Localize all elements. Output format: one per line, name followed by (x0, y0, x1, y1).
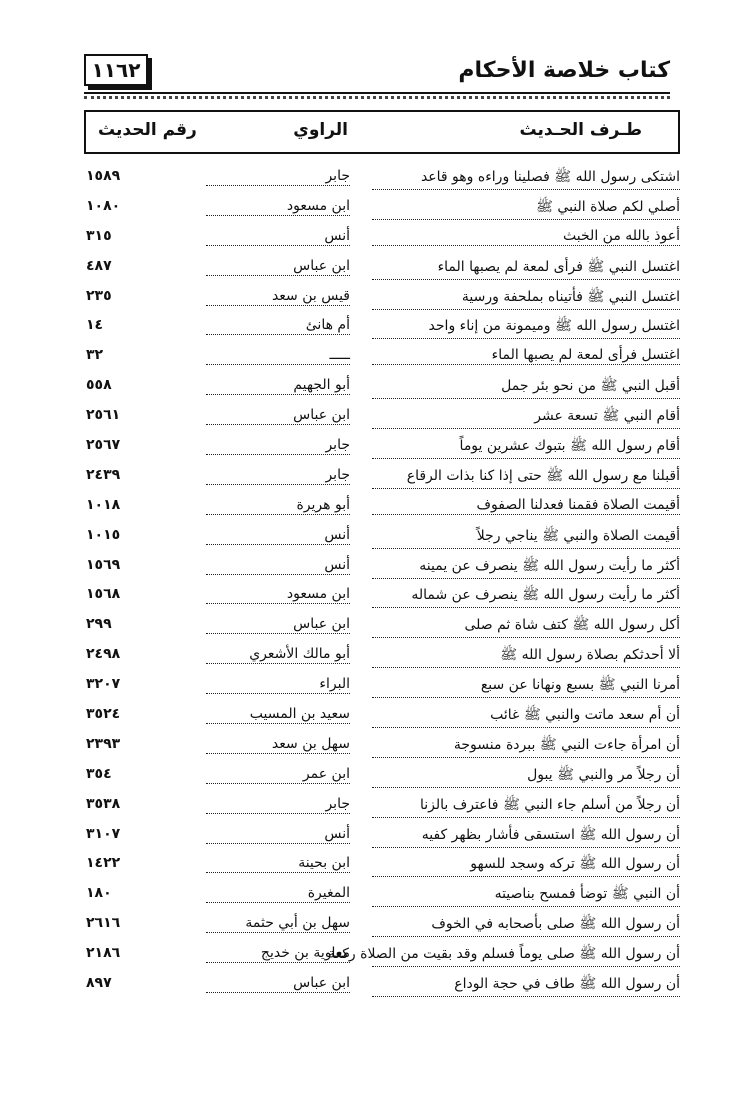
table-row (84, 911, 680, 941)
table-row (84, 553, 680, 583)
hadith-number: ٢١٨٦ (86, 945, 121, 962)
table-row (84, 343, 680, 373)
hadith-text: أن رسول الله ﷺ استسقى فأشار بظهر كفيه (372, 826, 680, 848)
hadith-number: ٢٥٦٧ (86, 437, 121, 454)
narrator-name: أنس (206, 826, 350, 844)
hadith-number: ١٤٢٢ (86, 855, 121, 872)
page-number: ١١٦٢ (84, 54, 148, 86)
table-row (84, 493, 680, 523)
column-header (84, 110, 680, 154)
hadith-number: ٢٤٣٩ (86, 466, 121, 483)
table-row (84, 672, 680, 702)
hadith-number: ٣٥٣٨ (86, 795, 121, 812)
hadith-text: أن رجلاً من أسلم جاء النبي ﷺ فاعترف بالزنا (372, 796, 680, 818)
hadith-text: اغتسل رسول الله ﷺ وميمونة من إناء واحد (372, 317, 680, 339)
hadith-number: ٣٥٤ (86, 765, 112, 782)
narrator-name: أبو الجهيم (206, 377, 350, 395)
table-row (84, 851, 680, 881)
column-narrator-header: الراوي (293, 120, 348, 140)
narrator-name: ابن عباس (206, 616, 350, 634)
hadith-number: ٣٢٠٧ (86, 676, 121, 693)
hadith-text: أقبل النبي ﷺ من نحو بئر جمل (372, 377, 680, 399)
running-header (84, 52, 670, 92)
table-row (84, 224, 680, 254)
hadith-text: أن أم سعد ماتت والنبي ﷺ غائب (372, 706, 680, 728)
narrator-name: أبو هريرة (206, 497, 350, 515)
hadith-text: أمرنا النبي ﷺ بسبع ونهانا عن سبع (372, 676, 680, 698)
hadith-number: ١٤ (86, 317, 104, 334)
table-row (84, 732, 680, 762)
hadith-number: ٥٥٨ (86, 377, 112, 394)
hadith-text: اغتسل النبي ﷺ فأتيناه بملحفة ورسية (372, 288, 680, 310)
table-row (84, 254, 680, 284)
narrator-name: ابن عباس (206, 975, 350, 993)
hadith-text: أقام النبي ﷺ تسعة عشر (372, 407, 680, 429)
narrator-name: أبو مالك الأشعري (206, 646, 350, 664)
table-row (84, 373, 680, 403)
hadith-number: ١٥٦٨ (86, 586, 121, 603)
table-row (84, 941, 680, 971)
column-hadith-header: طـرف الحـديث (519, 120, 642, 140)
narrator-name: جابر (206, 168, 350, 186)
table-row (84, 194, 680, 224)
hadith-number: ٢٤٩٨ (86, 646, 121, 663)
narrator-name: ـــــ (206, 347, 350, 365)
narrator-name: ابن عمر (206, 766, 350, 784)
table-row (84, 612, 680, 642)
narrator-name: البراء (206, 676, 350, 694)
narrator-name: أنس (206, 228, 350, 246)
hadith-text: ألا أحدثكم بصلاة رسول الله ﷺ (372, 646, 680, 668)
narrator-name: سهل بن سعد (206, 736, 350, 754)
hadith-text: اغتسل النبي ﷺ فرأى لمعة لم يصبها الماء (372, 258, 680, 280)
narrator-name: المغيرة (206, 885, 350, 903)
hadith-number: ١٠١٥ (86, 526, 121, 543)
table-row (84, 164, 680, 194)
hadith-text: أن رسول الله ﷺ صلى بأصحابه في الخوف (372, 915, 680, 937)
table-row (84, 881, 680, 911)
hadith-number: ٣٥٢٤ (86, 706, 121, 723)
narrator-name: قيس بن سعد (206, 288, 350, 306)
narrator-name: معاوية بن خديج (206, 945, 350, 963)
hadith-text: أكثر ما رأيت رسول الله ﷺ ينصرف عن شماله (372, 586, 680, 608)
hadith-text: أكثر ما رأيت رسول الله ﷺ ينصرف عن يمينه (372, 557, 680, 579)
book-title: كتاب خلاصة الأحكام (458, 58, 670, 83)
hadith-text: أن النبي ﷺ توضأ فمسح بناصيته (372, 885, 680, 907)
header-rule (84, 92, 670, 94)
hadith-text: أن امرأة جاءت النبي ﷺ ببردة منسوجة (372, 736, 680, 758)
hadith-text: أقبلنا مع رسول الله ﷺ حتى إذا كنا بذات الرقاع (372, 467, 680, 489)
hadith-text: أن رسول الله ﷺ صلى يوماً فسلم وقد بقيت من الصلاة ركعة (372, 945, 680, 967)
narrator-name: ابن عباس (206, 258, 350, 276)
narrator-name: أنس (206, 557, 350, 575)
hadith-text: أقيمت الصلاة والنبي ﷺ يناجي رجلاً (372, 527, 680, 549)
hadith-number: ٢٩٩ (86, 616, 112, 633)
hadith-number: ٣٢ (86, 347, 104, 364)
hadith-text: أقيمت الصلاة فقمنا فعدلنا الصفوف (372, 497, 680, 515)
hadith-number: ١٠١٨ (86, 496, 121, 513)
table-row (84, 433, 680, 463)
table-row (84, 313, 680, 343)
hadith-number: ٣١٥ (86, 227, 112, 244)
narrator-name: سهل بن أبي حثمة (206, 915, 350, 933)
table-row (84, 822, 680, 852)
table-row (84, 702, 680, 732)
table-row (84, 523, 680, 553)
hadith-text: أن رسول الله ﷺ تركه وسجد للسهو (372, 855, 680, 877)
table-row (84, 762, 680, 792)
hadith-number: ١٠٨٠ (86, 197, 121, 214)
narrator-name: ابن مسعود (206, 586, 350, 604)
hadith-text: أكل رسول الله ﷺ كتف شاة ثم صلى (372, 616, 680, 638)
table-row (84, 463, 680, 493)
hadith-number: ٢٣٥ (86, 287, 112, 304)
hadith-text: أن رجلاً مر والنبي ﷺ يبول (372, 766, 680, 788)
hadith-number: ٢٣٩٣ (86, 735, 121, 752)
hadith-number: ٨٩٧ (86, 975, 112, 992)
hadith-text: اغتسل فرأى لمعة لم يصبها الماء (372, 347, 680, 365)
narrator-name: جابر (206, 467, 350, 485)
header-dotted-rule (84, 96, 670, 99)
hadith-number: ٢٥٦١ (86, 407, 121, 424)
hadith-number: ٢٦١٦ (86, 915, 121, 932)
hadith-number: ٤٨٧ (86, 257, 112, 274)
narrator-name: جابر (206, 437, 350, 455)
narrator-name: ابن بحينة (206, 855, 350, 873)
narrator-name: ابن عباس (206, 407, 350, 425)
hadith-text: أصلي لكم صلاة النبي ﷺ (372, 198, 680, 220)
hadith-number: ٣١٠٧ (86, 825, 121, 842)
table-row (84, 792, 680, 822)
column-number-header: رقم الحديث (98, 120, 197, 140)
hadith-text: أعوذ بالله من الخبث (372, 228, 680, 246)
table-row (84, 582, 680, 612)
hadith-index-table (84, 164, 680, 1001)
table-row (84, 284, 680, 314)
narrator-name: جابر (206, 796, 350, 814)
hadith-number: ١٥٨٩ (86, 168, 121, 184)
narrator-name: سعيد بن المسيب (206, 706, 350, 724)
table-row (84, 403, 680, 433)
hadith-text: اشتكى رسول الله ﷺ فصلينا وراءه وهو قاعد (372, 168, 680, 190)
hadith-number: ١٨٠ (86, 885, 112, 902)
hadith-number: ١٥٦٩ (86, 556, 121, 573)
narrator-name: أنس (206, 527, 350, 545)
table-row (84, 642, 680, 672)
narrator-name: ابن مسعود (206, 198, 350, 216)
table-row (84, 971, 680, 1001)
narrator-name: أم هانئ (206, 317, 350, 335)
hadith-text: أقام رسول الله ﷺ بتبوك عشرين يوماً (372, 437, 680, 459)
hadith-text: أن رسول الله ﷺ طاف في حجة الوداع (372, 975, 680, 997)
